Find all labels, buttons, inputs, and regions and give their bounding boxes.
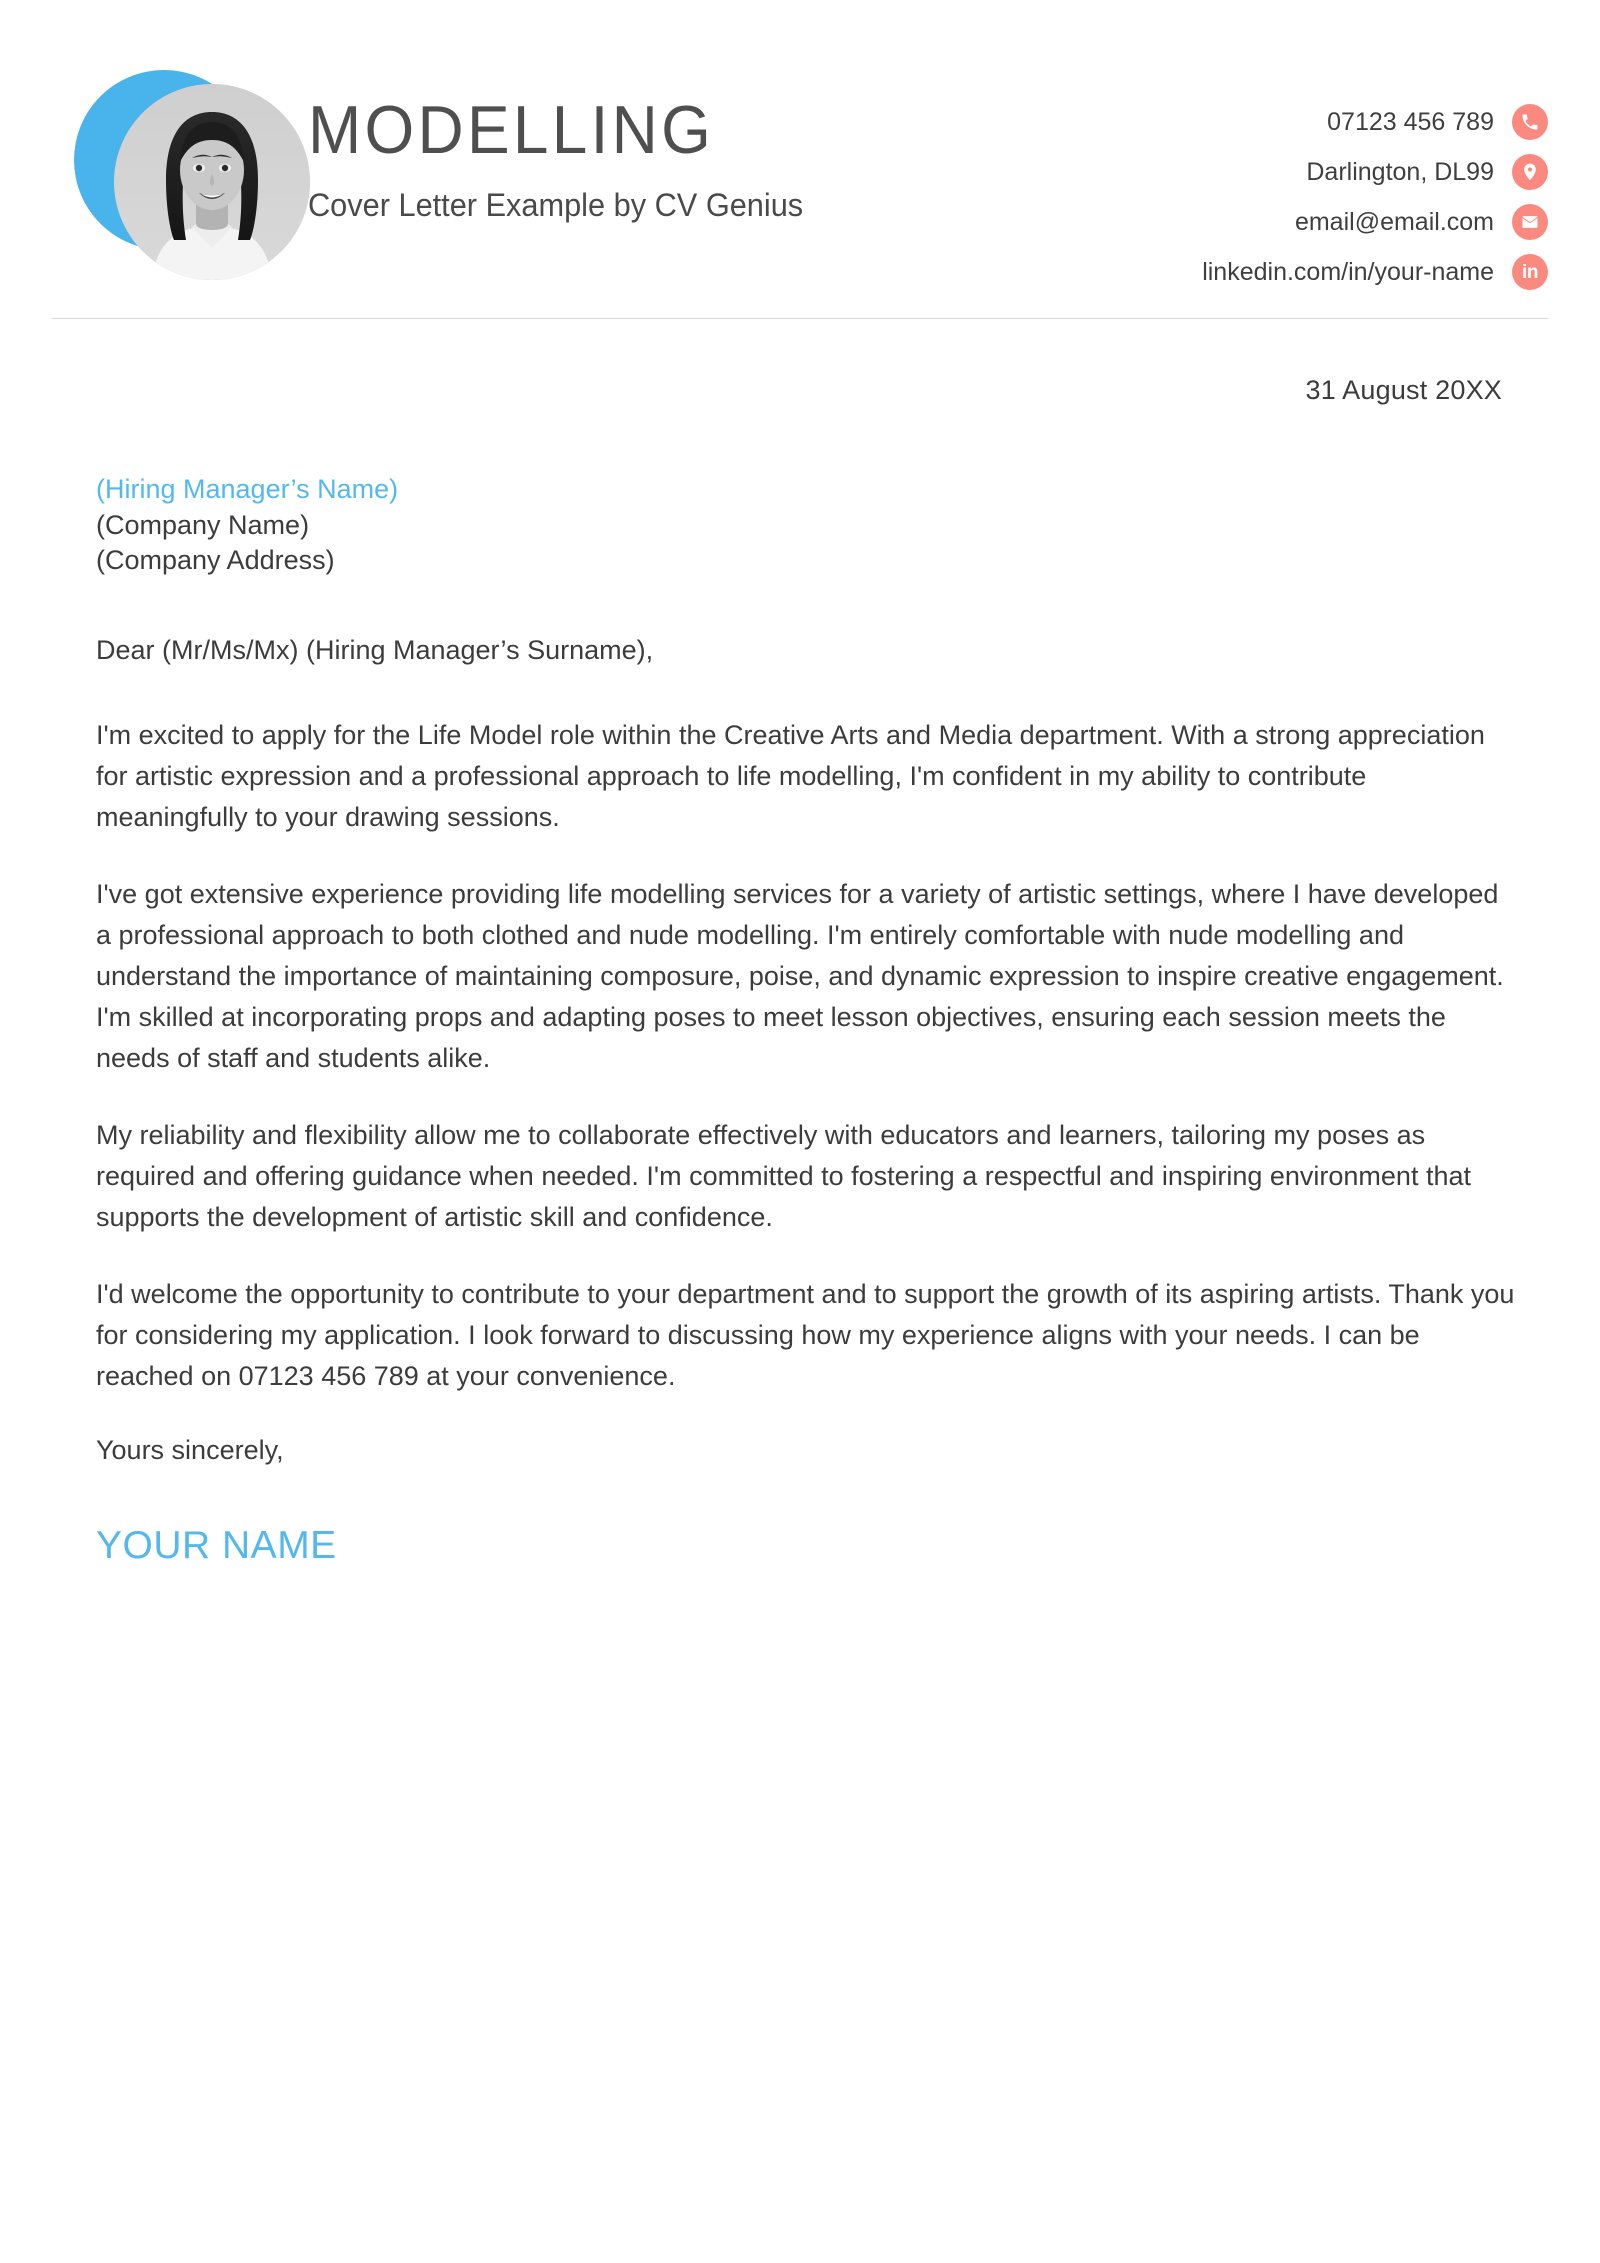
header-title-block xyxy=(308,48,824,224)
portrait-photo-icon xyxy=(114,84,310,280)
contact-list xyxy=(1202,48,1548,290)
signature-name: YOUR NAME xyxy=(96,1523,337,1567)
letter-body xyxy=(0,319,1600,1567)
contact-row-location[interactable] xyxy=(1306,154,1548,190)
location-icon xyxy=(1512,154,1548,190)
letter-paragraphs xyxy=(52,715,1548,1397)
contact-row-email[interactable] xyxy=(1295,204,1548,240)
paragraph-3: My reliability and flexibility allow me to collaborate effectively with educators and learners, tailoring my poses as required and offering guidance when needed. I'm committed to fostering a respectful and inspiring environment that supports the development of artistic skill and confidence. xyxy=(96,1119,1471,1232)
document-header xyxy=(0,0,1600,318)
linkedin-icon xyxy=(1512,254,1548,290)
phone-icon xyxy=(1512,104,1548,140)
email-icon xyxy=(1512,204,1548,240)
contact-linkedin-value: linkedin.com/in/your-name xyxy=(1202,258,1494,286)
recipient-company-address: (Company Address) xyxy=(96,545,335,576)
header-logo-area xyxy=(52,48,300,300)
linkedin-glyph: in xyxy=(1522,261,1538,283)
contact-row-linkedin[interactable] xyxy=(1202,254,1548,290)
letter-date: 31 August 20XX xyxy=(1305,375,1502,405)
recipient-company-name: (Company Name) xyxy=(96,509,310,540)
closing-line: Yours sincerely, xyxy=(96,1434,284,1465)
recipient-block xyxy=(52,472,1548,579)
salutation: Dear (Mr/Ms/Mx) (Hiring Manager’s Surname), xyxy=(96,634,654,665)
avatar xyxy=(114,84,310,280)
page-title: MODELLING xyxy=(308,92,715,168)
paragraph-2: I've got extensive experience providing life modelling services for a variety of artistic settings, where I have developed a professional approach to both clothed and nude modelling. I'm entirely comfortable with nude modelling and understand the importance of maintaining composure, poise, and dynamic expression to inspire creative engagement. I'm skilled at incorporating props and adapting poses to meet lesson objectives, ensuring each session meets the needs of staff and students alike. xyxy=(96,878,1504,1073)
page-subtitle: Cover Letter Example by CV Genius xyxy=(308,187,804,223)
contact-row-phone[interactable] xyxy=(1327,104,1548,140)
paragraph-4: I'd welcome the opportunity to contribute to your department and to support the growth of its aspiring artists. Thank you for considering my application. I look forward to discussing how my experience aligns with your needs. I can be reached on 07123 456 789 at your convenience. xyxy=(96,1278,1515,1391)
contact-email-value: email@email.com xyxy=(1294,208,1494,236)
recipient-manager-name: (Hiring Manager’s Name) xyxy=(96,474,399,504)
paragraph-1: I'm excited to apply for the Life Model role within the Creative Arts and Media department. With a strong appreciation for artistic expression and a professional approach to life modelling, I'm confident in my ability to contribute meaningfully to your drawing sessions. xyxy=(96,719,1485,832)
contact-phone-value: 07123 456 789 xyxy=(1327,108,1494,136)
contact-location-value: Darlington, DL99 xyxy=(1306,158,1494,186)
